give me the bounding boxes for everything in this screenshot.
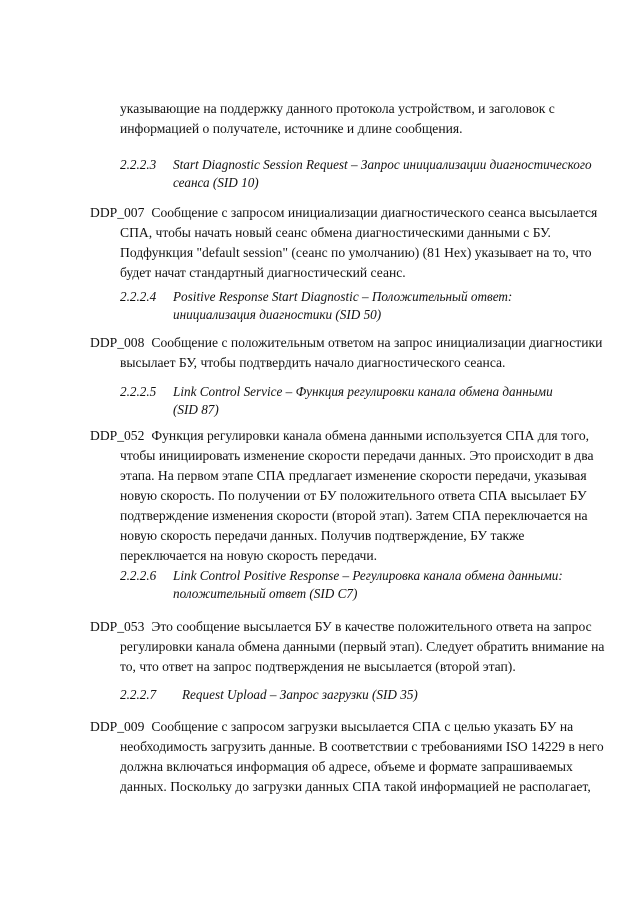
section-number: 2.2.2.7 [120, 687, 157, 702]
requirement-line: новую скорость передачи данных. Получив подтверждение, БУ также [120, 528, 525, 543]
requirement-ddp-008 [90, 333, 603, 373]
requirement-line: новую скорость. По получении от БУ положительного ответа СПА высылает БУ [120, 488, 587, 503]
section-number: 2.2.2.5 [120, 384, 157, 399]
section-title [173, 288, 603, 324]
section-title-line: (SID 87) [173, 402, 219, 417]
requirement-id: DDP_007 [90, 205, 145, 220]
section-title-line: инициализация диагностики (SID 50) [173, 307, 382, 322]
requirement-line: Подфункция "default session" (сеанс по умолчанию) (81 Hex) указывает на то, что [120, 245, 592, 260]
section-title [173, 567, 603, 603]
requirement-ddp-007 [90, 203, 600, 283]
requirement-line: Сообщение с запросом инициализации диагностического сеанса высылается [151, 205, 598, 220]
section-title-line: сеанса (SID 10) [173, 175, 259, 190]
requirement-line: Сообщение с запросом загрузки высылается СПА с целью указать БУ на [151, 719, 574, 734]
section-title-line: Link Control Service – Функция регулировки канала обмена данными [173, 384, 553, 399]
section-title [173, 383, 603, 419]
requirement-id: DDP_053 [90, 619, 145, 634]
requirement-line: чтобы инициировать изменение скорости передачи данных. Это происходит в два [120, 448, 594, 463]
requirement-line: Сообщение с положительным ответом на запрос инициализации диагностики [151, 335, 603, 350]
section-number: 2.2.2.3 [120, 157, 157, 172]
requirement-id: DDP_052 [90, 428, 145, 443]
requirement-line: подтверждение изменения скорости (второй этап). Затем СПА переключается на [120, 508, 588, 523]
requirement-line: должна включаться информация об адресе, объеме и формате запрашиваемых [120, 759, 573, 774]
section-number: 2.2.2.4 [120, 289, 157, 304]
requirement-ddp-053 [90, 617, 605, 677]
requirement-line: СПА, чтобы начать новый сеанс обмена диагностическими данными с БУ. [120, 225, 551, 240]
requirement-line: данных. Поскольку до загрузки данных СПА такой информацией не располагает, [120, 779, 591, 794]
requirement-line: Это сообщение высылается БУ в качестве положительного ответа на запрос [151, 619, 592, 634]
requirement-line: этапа. На первом этапе СПА предлагает изменение скорости передачи, указывая [120, 468, 587, 483]
intro-line: информацией о получателе, источнике и длине сообщения. [120, 121, 463, 136]
requirement-line: то, что ответ на запрос подтверждения не высылается (второй этап). [120, 659, 516, 674]
section-title [182, 686, 612, 704]
intro-line: указывающие на поддержку данного протокола устройством, и заголовок с [120, 101, 555, 116]
intro-paragraph [120, 99, 590, 139]
section-title [173, 156, 603, 192]
requirement-line: регулировки канала обмена данными (первый этап). Следует обратить внимание на [120, 639, 605, 654]
requirement-id: DDP_008 [90, 335, 145, 350]
requirement-id: DDP_009 [90, 719, 145, 734]
section-number: 2.2.2.6 [120, 568, 157, 583]
requirement-ddp-052 [90, 426, 600, 566]
requirement-line: высылает БУ, чтобы подтвердить начало диагностического сеанса. [120, 355, 506, 370]
section-title-line: Link Control Positive Response – Регулировка канала обмена данными: [173, 568, 563, 583]
requirement-ddp-009 [90, 717, 604, 797]
section-title-line: Request Upload – Запрос загрузки (SID 35) [182, 687, 418, 702]
requirement-line: будет начат стандартный диагностический сеанс. [120, 265, 406, 280]
requirement-line: Функция регулировки канала обмена данными используется СПА для того, [151, 428, 590, 443]
section-title-line: положительный ответ (SID C7) [173, 586, 358, 601]
section-title-line: Positive Response Start Diagnostic – Положительный ответ: [173, 289, 513, 304]
requirement-line: переключается на новую скорость передачи. [120, 548, 378, 563]
requirement-line: необходимость загрузить данные. В соответствии с требованиями ISO 14229 в него [120, 739, 604, 754]
section-title-line: Start Diagnostic Session Request – Запрос инициализации диагностического [173, 157, 592, 172]
